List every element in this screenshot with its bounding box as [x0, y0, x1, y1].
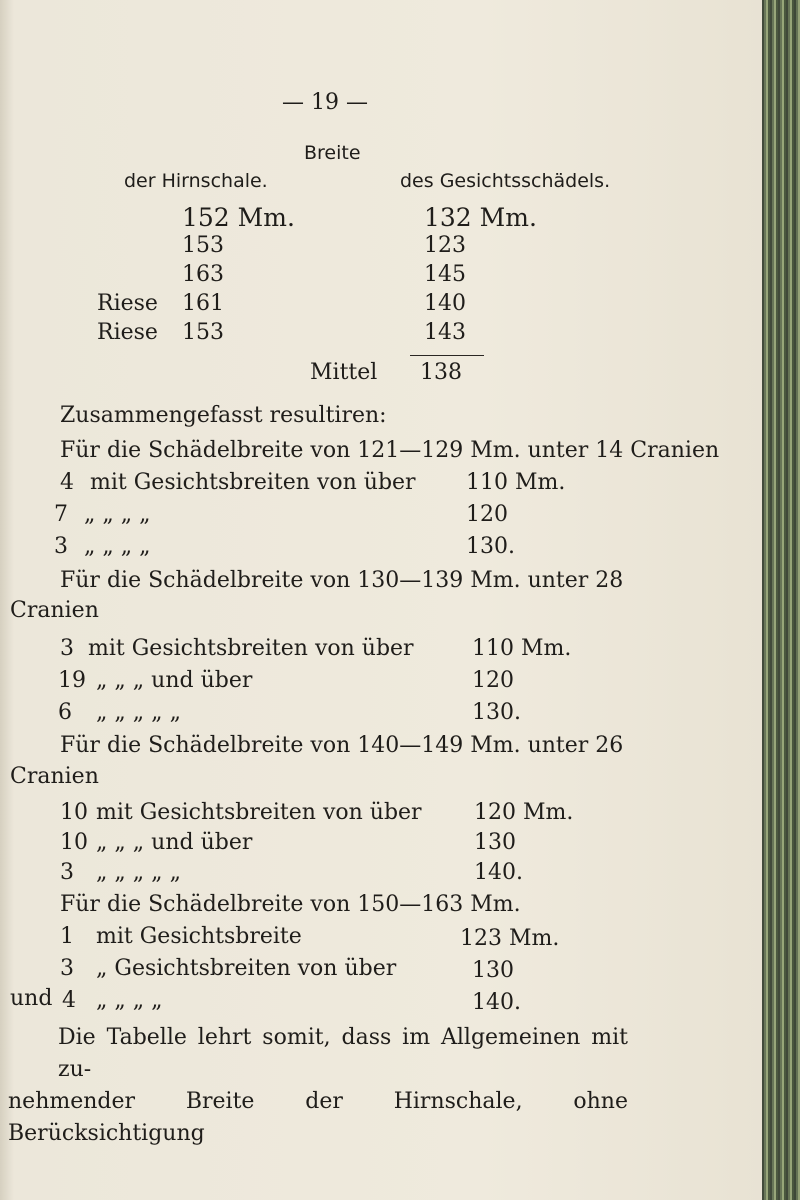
face-breadth: 132 Mm.: [424, 203, 537, 232]
count: 4: [62, 988, 76, 1013]
line-text: „ „ „ „: [84, 502, 151, 527]
count: 1: [60, 924, 74, 949]
count: 7: [54, 502, 68, 527]
group-intro: Für die Schädelbreite von 121—129 Mm. unter 14 Cranien: [60, 438, 720, 463]
group-intro-continued: Cranien: [10, 764, 99, 789]
value: 110 Mm.: [472, 636, 572, 661]
value: 140.: [472, 990, 521, 1015]
summary-heading: Zusammengefasst resultiren:: [60, 403, 387, 428]
face-breadth: 123: [424, 233, 466, 258]
line-text: „ „ „ und über: [96, 668, 253, 693]
mean-label: Mittel: [310, 360, 378, 385]
group-intro: Für die Schädelbreite von 150—163 Mm.: [60, 892, 521, 917]
skull-breadth: 161: [182, 291, 224, 316]
value: 120: [466, 502, 508, 527]
group-intro: Für die Schädelbreite von 130—139 Mm. unter 28: [60, 568, 624, 593]
value: 123 Mm.: [460, 926, 560, 951]
line-text: mit Gesichtsbreiten von über: [96, 800, 422, 825]
group-intro: Für die Schädelbreite von 140—149 Mm. unter 26: [60, 733, 624, 758]
value: 140.: [474, 860, 523, 885]
paragraph-line: Die Tabelle lehrt somit, dass im Allgemeinen mit zu-: [58, 1025, 628, 1082]
line-text: „ „ „ „ „: [96, 860, 181, 885]
sum-rule: [410, 355, 484, 356]
count: 4: [60, 470, 74, 495]
count: 3: [60, 956, 74, 981]
line-text: „ „ „ „: [96, 988, 163, 1013]
value: 130: [474, 830, 516, 855]
skull-breadth: 153: [182, 233, 224, 258]
group-intro-continued: Cranien: [10, 598, 99, 623]
line-text: „ „ „ „: [84, 534, 151, 559]
paragraph-line: nehmender Breite der Hirnschale, ohne Berücksichtigung: [8, 1089, 628, 1146]
count: 3: [60, 860, 74, 885]
count: 6: [58, 700, 72, 725]
page-number: — 19 —: [282, 90, 368, 115]
skull-breadth: 153: [182, 320, 224, 345]
skull-breadth: 163: [182, 262, 224, 287]
conclusion-paragraph: [8, 1022, 628, 1150]
face-breadth: 143: [424, 320, 466, 345]
row-label: Riese: [97, 291, 158, 316]
count: 10: [60, 800, 88, 825]
value: 120 Mm.: [474, 800, 574, 825]
value: 110 Mm.: [466, 470, 566, 495]
line-text: mit Gesichtsbreiten von über: [90, 470, 416, 495]
value: 130.: [466, 534, 515, 559]
column-header-skull: der Hirnschale.: [124, 170, 268, 192]
value: 130: [472, 958, 514, 983]
line-text: „ „ „ „ „: [96, 700, 181, 725]
column-header-face: des Gesichtsschädels.: [400, 170, 611, 192]
count: 10: [60, 830, 88, 855]
face-breadth: 145: [424, 262, 466, 287]
mean-value: 138: [420, 360, 462, 385]
count: 19: [58, 668, 86, 693]
row-label: Riese: [97, 320, 158, 345]
line-text: „ Gesichtsbreiten von über: [96, 956, 397, 981]
skull-breadth: 152 Mm.: [182, 203, 295, 232]
line-text: „ „ „ und über: [96, 830, 253, 855]
line-text: mit Gesichtsbreite: [96, 924, 302, 949]
table-heading: Breite: [304, 142, 361, 164]
value: 120: [472, 668, 514, 693]
line-text: mit Gesichtsbreiten von über: [88, 636, 414, 661]
prefix: und: [10, 986, 53, 1011]
book-spine-edge: [762, 0, 800, 1200]
count: 3: [60, 636, 74, 661]
value: 130.: [472, 700, 521, 725]
face-breadth: 140: [424, 291, 466, 316]
count: 3: [54, 534, 68, 559]
